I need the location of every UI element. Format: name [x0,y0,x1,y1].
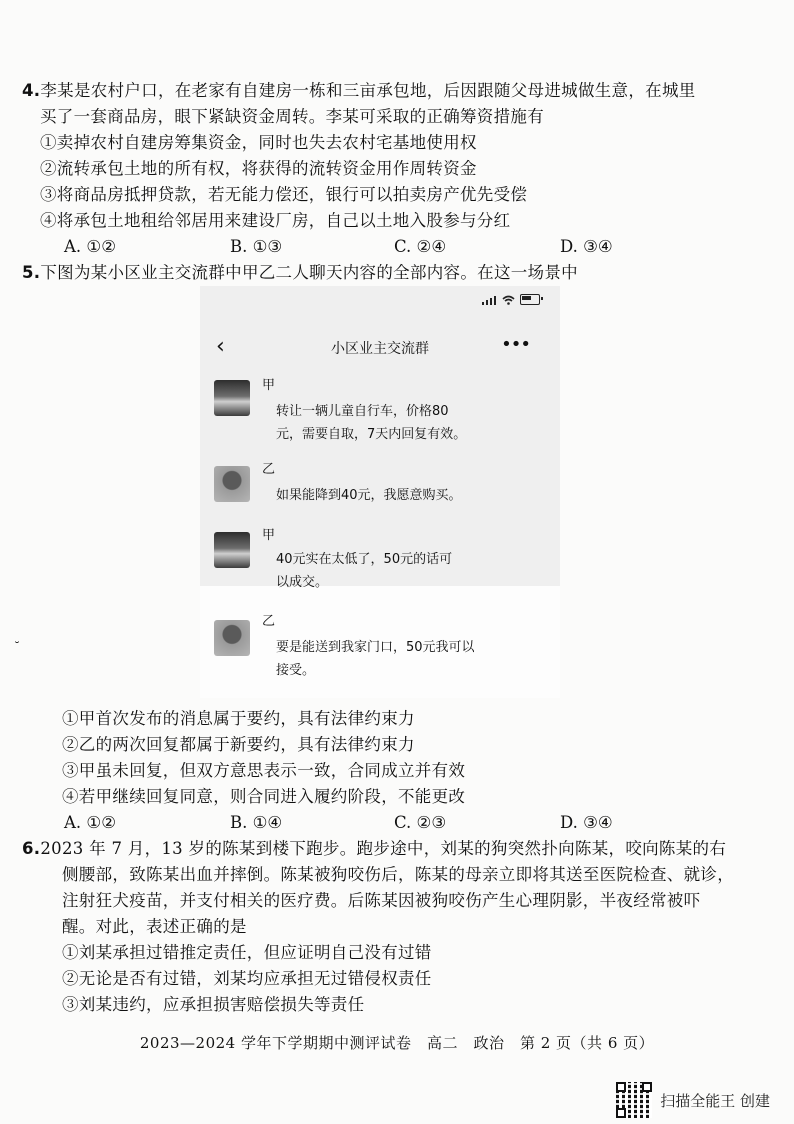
message-text: 如果能降到40元，我愿意购买。 [276,488,462,503]
q6-item-1: ①刘某承担过错推定责任，但应证明自己没有过错 [62,943,432,962]
q4-number: 4. [22,81,41,100]
q4-options [64,234,714,260]
message-text: 转让一辆儿童自行车，价格80 元，需要自取，7天内回复有效。 [276,404,467,442]
chat-nav-bar [200,334,560,364]
q4-option-d[interactable]: D. ③④ [560,237,613,256]
q4-line1: 4.李某是农村户口，在老家有自建房一栋和三亩承包地，后因跟随父母进城做生意，在城里 [22,81,696,100]
avatar-yi [214,620,250,656]
q5-item-3: ③甲虽未回复，但双方意思表示一致，合同成立并有效 [62,761,466,780]
signal-icon [482,295,496,305]
message-sender: 乙 [262,614,276,629]
q6-line3: 注射狂犬疫苗，并支付相关的医疗费。后陈某因被狗咬伤产生心理阴影，半夜经常被吓 [62,891,701,910]
q6-number: 6. [22,839,41,858]
q4-option-c[interactable]: C. ②④ [394,237,447,256]
wifi-icon [502,295,514,304]
q5-options [64,810,714,836]
message-sender: 甲 [262,528,276,543]
avatar-jia [214,532,250,568]
message-text: 40元实在太低了，50元的话可 以成交。 [276,552,453,590]
q5-item-2: ②乙的两次回复都属于新要约，具有法律约束力 [62,735,415,754]
q4-item-2: ②流转承包土地的所有权，将获得的流转资金用作周转资金 [40,159,477,178]
q4-option-a[interactable]: A. ①② [64,237,116,256]
back-chevron-icon[interactable]: ‹ [216,334,225,359]
q4-option-b[interactable]: B. ①③ [230,237,283,256]
q6-item-2: ②无论是否有过错，刘某均应承担无过错侵权责任 [62,969,432,988]
q5-option-a[interactable]: A. ①② [64,813,116,832]
chat-title: 小区业主交流群 [331,341,429,357]
more-options-icon[interactable]: ••• [501,334,530,355]
status-bar [482,294,540,305]
scan-speck: ˘ [14,640,20,654]
message-sender: 甲 [262,378,276,393]
q6-line2: 侧腰部，致陈某出血并摔倒。陈某被狗咬伤后，陈某的母亲立即将其送至医院检查、就诊， [62,865,734,884]
q6-item-3: ③刘某违约，应承担损害赔偿损失等责任 [62,995,365,1014]
scanner-badge-text: 扫描全能王 创建 [660,1091,770,1110]
q6-line1: 6.2023 年 7 月，13 岁的陈某到楼下跑步。跑步途中，刘某的狗突然扑向陈某，咬向陈某的右 [22,839,727,858]
avatar-yi [214,466,250,502]
q4-item-1: ①卖掉农村自建房筹集资金，同时也失去农村宅基地使用权 [40,133,477,152]
q5-option-b[interactable]: B. ①④ [230,813,283,832]
message-text: 要是能送到我家门口，50元我可以 接受。 [276,640,475,678]
q5-number: 5. [22,263,41,282]
chat-screenshot [200,286,560,698]
page-footer: 2023—2024 学年下学期期中测评试卷 高二 政治 第 2 页（共 6 页） [139,1034,655,1052]
avatar-jia [214,380,250,416]
battery-icon [520,294,540,305]
q4-item-4: ④将承包土地租给邻居用来建设厂房，自己以土地入股参与分红 [40,211,511,230]
q5-item-1: ①甲首次发布的消息属于要约，具有法律约束力 [62,709,415,728]
message-sender: 乙 [262,462,276,477]
q5-line1: 5.下图为某小区业主交流群中甲乙二人聊天内容的全部内容。在这一场景中 [22,263,578,282]
scanner-badge [616,1082,770,1118]
q4-item-3: ③将商品房抵押贷款，若无能力偿还，银行可以拍卖房产优先受偿 [40,185,528,204]
q5-option-d[interactable]: D. ③④ [560,813,613,832]
q5-item-4: ④若甲继续回复同意，则合同进入履约阶段，不能更改 [62,787,466,806]
q6-line4: 醒。对此，表述正确的是 [62,917,247,936]
q4-line2: 买了一套商品房，眼下紧缺资金周转。李某可采取的正确筹资措施有 [40,107,544,126]
q5-option-c[interactable]: C. ②③ [394,813,447,832]
qr-code-icon [616,1082,652,1118]
